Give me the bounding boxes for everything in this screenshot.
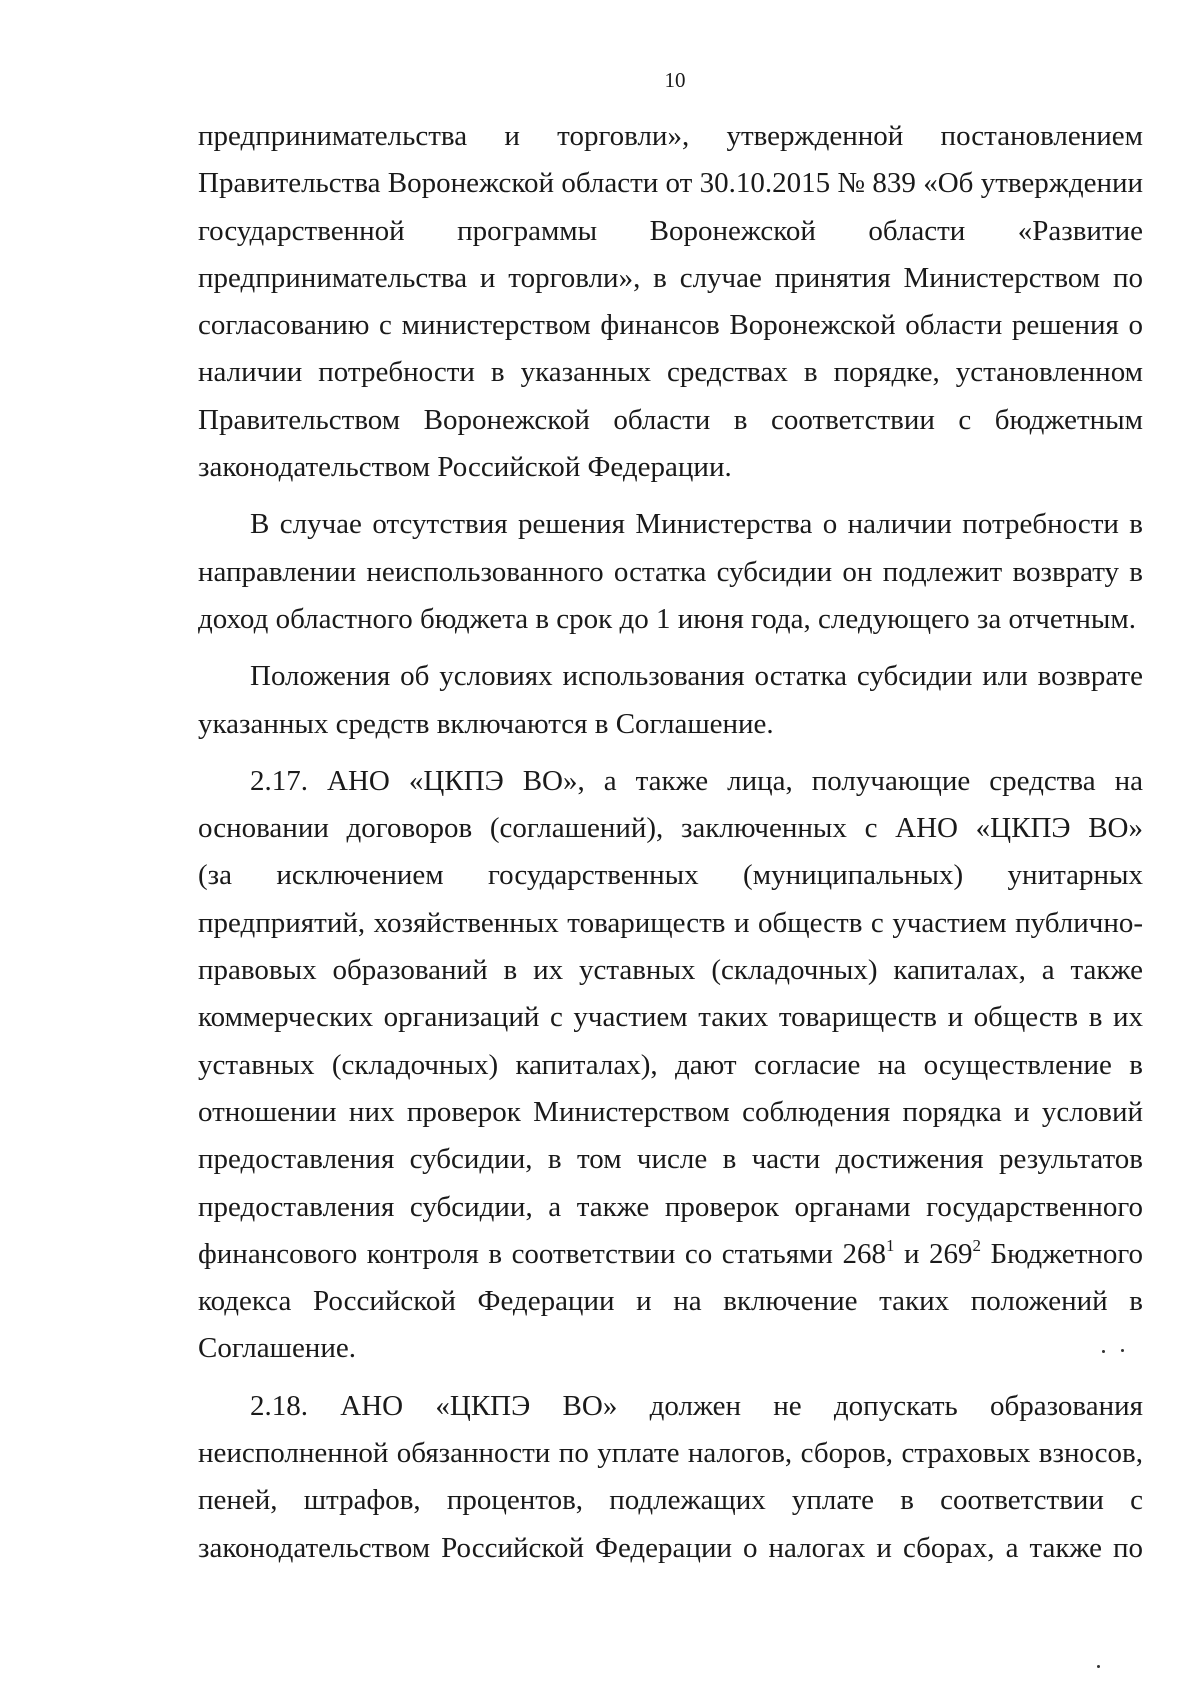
- scan-speck: [1097, 1665, 1100, 1668]
- document-body: [198, 113, 1143, 1572]
- paragraph-conditions: [198, 653, 1143, 748]
- text-line: 2.17. АНО «ЦКПЭ ВО», а также лица, получающие средства на: [250, 764, 1143, 797]
- text-line: доход областного бюджета в срок до 1 июня года, следующего за отчетным.: [198, 602, 1136, 635]
- line-suffix: Бюджетного: [981, 1237, 1143, 1270]
- text-line: направлении неиспользованного остатка субсидии он подлежит возврату в: [198, 555, 1143, 588]
- paragraph-no-decision: [198, 501, 1143, 643]
- line-prefix: финансового контроля в соответствии со статьями 268: [198, 1237, 886, 1270]
- text-line: Правительства Воронежской области от 30.10.2015 № 839 «Об утверждении: [198, 167, 1143, 200]
- paragraph-continuation: [198, 113, 1143, 491]
- text-line: пеней, штрафов, процентов, подлежащих уплате в соответствии с: [198, 1484, 1143, 1517]
- text-line: законодательством Российской Федерации.: [198, 451, 732, 484]
- paragraph-2-18: [198, 1383, 1143, 1572]
- text-line: предоставления субсидии, в том числе в части достижения результатов: [198, 1143, 1143, 1176]
- text-line: указанных средств включаются в Соглашение.: [198, 707, 774, 740]
- text-line: уставных (складочных) капиталах), дают согласие на осуществление в: [198, 1048, 1143, 1081]
- text-line: (за исключением государственных (муниципальных) унитарных: [198, 859, 1143, 892]
- scan-speck: [1121, 1349, 1124, 1352]
- paragraph-2-17: [198, 758, 1143, 1373]
- superscript-2: 2: [972, 1235, 981, 1255]
- text-line: предоставления субсидии, а также проверок органами государственного: [198, 1190, 1143, 1223]
- text-line: кодекса Российской Федерации и на включение таких положений в: [198, 1285, 1143, 1318]
- text-line: предпринимательства и торговли», утвержденной постановлением: [198, 120, 1143, 152]
- text-line: 2.18. АНО «ЦКПЭ ВО» должен не допускать образования: [250, 1389, 1143, 1422]
- text-line: коммерческих организаций с участием таких товариществ и обществ в их: [198, 1001, 1143, 1034]
- text-line: неисполненной обязанности по уплате налогов, сборов, страховых взносов,: [198, 1437, 1143, 1470]
- text-line: В случае отсутствия решения Министерства о наличии потребности в: [250, 508, 1143, 541]
- text-line: основании договоров (соглашений), заключенных с АНО «ЦКПЭ ВО»: [198, 812, 1143, 845]
- text-line: предпринимательства и торговли», в случае принятия Министерством по: [198, 261, 1143, 294]
- text-line: согласованию с министерством финансов Воронежской области решения о: [198, 309, 1143, 342]
- text-line: Положения об условиях использования остатка субсидии или возврате: [250, 660, 1143, 693]
- superscript-1: 1: [885, 1235, 895, 1255]
- line-middle: и 269: [894, 1237, 973, 1270]
- text-line: правовых образований в их уставных (складочных) капиталах, а также: [198, 954, 1143, 987]
- text-line: государственной программы Воронежской области «Развитие: [198, 214, 1143, 247]
- scan-speck: [1102, 1350, 1105, 1353]
- text-line-with-superscripts: [198, 1231, 1143, 1278]
- text-line: законодательством Российской Федерации о налогах и сборах, а также по: [198, 1531, 1143, 1564]
- text-line: Соглашение.: [198, 1332, 356, 1365]
- text-line: наличии потребности в указанных средствах в порядке, установленном: [198, 356, 1143, 389]
- text-line: предприятий, хозяйственных товариществ и обществ с участием публично-: [198, 906, 1143, 939]
- page-number: 10: [664, 68, 686, 92]
- text-line: Правительством Воронежской области в соответствии с бюджетным: [198, 403, 1143, 436]
- text-line: отношении них проверок Министерством соблюдения порядка и условий: [198, 1095, 1143, 1128]
